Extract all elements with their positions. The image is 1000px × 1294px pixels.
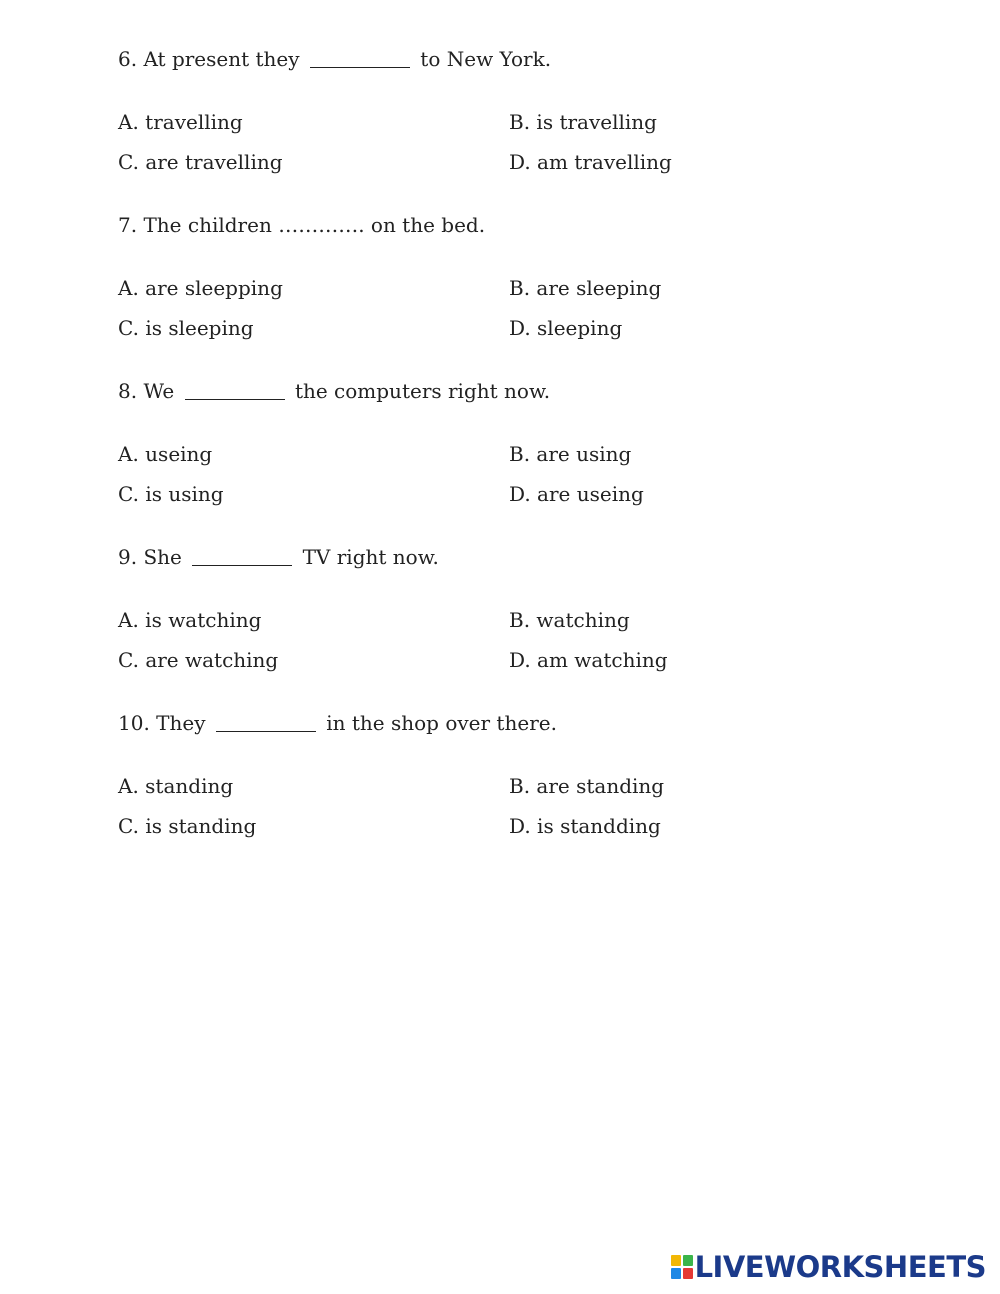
option-letter: B.: [509, 774, 531, 798]
option-text: are sleeping: [536, 276, 662, 300]
option-letter: C.: [118, 814, 139, 838]
option-text: is sleeping: [145, 316, 254, 340]
option-letter: B.: [509, 608, 531, 632]
option-letter: B.: [509, 110, 531, 134]
option-text: are useing: [537, 482, 644, 506]
question-7: [118, 208, 878, 351]
option-letter: C.: [118, 150, 139, 174]
question-8: [118, 374, 878, 517]
question-10: [118, 706, 878, 849]
option-text: is watching: [145, 608, 262, 632]
option-a[interactable]: [118, 271, 509, 311]
question-text-after: on the bed.: [370, 213, 486, 237]
question-text-before: The children: [143, 213, 272, 237]
liveworksheets-logo: [671, 1252, 986, 1282]
option-text: standing: [145, 774, 234, 798]
option-c[interactable]: [118, 145, 509, 185]
question-text-after: to New York.: [420, 47, 552, 71]
option-d[interactable]: [509, 643, 878, 683]
option-c[interactable]: [118, 311, 509, 351]
question-text-after: the computers right now.: [294, 379, 551, 403]
option-text: is standing: [145, 814, 257, 838]
question-number: 6.: [118, 47, 138, 71]
option-letter: A.: [118, 110, 139, 134]
option-letter: A.: [118, 608, 139, 632]
option-a[interactable]: [118, 437, 509, 477]
option-text: travelling: [145, 110, 243, 134]
option-letter: D.: [509, 316, 531, 340]
question-text-before: We: [143, 379, 175, 403]
option-letter: A.: [118, 276, 139, 300]
logo-square: [671, 1268, 681, 1279]
option-letter: B.: [509, 442, 531, 466]
option-letter: D.: [509, 150, 531, 174]
option-b[interactable]: [509, 271, 878, 311]
option-d[interactable]: [509, 145, 878, 185]
option-a[interactable]: [118, 105, 509, 145]
option-b[interactable]: [509, 769, 878, 809]
option-a[interactable]: [118, 769, 509, 809]
answer-blank[interactable]: [185, 379, 285, 400]
option-text: is standding: [537, 814, 661, 838]
answer-options: [118, 769, 878, 849]
option-c[interactable]: [118, 643, 509, 683]
question-number: 8.: [118, 379, 138, 403]
question-prompt: [118, 208, 878, 242]
answer-options: [118, 105, 878, 185]
answer-blank[interactable]: [216, 711, 316, 732]
option-text: watching: [536, 608, 630, 632]
question-6: [118, 42, 878, 185]
question-text-before: She: [143, 545, 182, 569]
option-letter: C.: [118, 316, 139, 340]
option-text: are sleepping: [145, 276, 283, 300]
option-text: are using: [536, 442, 632, 466]
option-letter: C.: [118, 648, 139, 672]
option-text: sleeping: [537, 316, 623, 340]
question-text-after: TV right now.: [302, 545, 439, 569]
question-prompt: [118, 42, 878, 76]
option-d[interactable]: [509, 477, 878, 517]
option-text: are travelling: [145, 150, 283, 174]
answer-options: [118, 437, 878, 517]
option-c[interactable]: [118, 809, 509, 849]
question-number: 9.: [118, 545, 138, 569]
option-d[interactable]: [509, 311, 878, 351]
question-text-before: At present they: [143, 47, 300, 71]
option-d[interactable]: [509, 809, 878, 849]
question-text-before: They: [156, 711, 206, 735]
option-text: are standing: [536, 774, 665, 798]
option-letter: C.: [118, 482, 139, 506]
option-a[interactable]: [118, 603, 509, 643]
logo-square: [683, 1255, 693, 1266]
option-text: is travelling: [536, 110, 657, 134]
answer-options: [118, 271, 878, 351]
option-letter: B.: [509, 276, 531, 300]
option-text: useing: [145, 442, 213, 466]
option-text: am watching: [537, 648, 668, 672]
question-prompt: [118, 706, 878, 740]
option-b[interactable]: [509, 437, 878, 477]
option-letter: D.: [509, 482, 531, 506]
logo-text: LIVEWORKSHEETS: [694, 1250, 986, 1284]
worksheet: [118, 42, 878, 872]
option-letter: D.: [509, 814, 531, 838]
option-c[interactable]: [118, 477, 509, 517]
option-text: am travelling: [537, 150, 672, 174]
option-b[interactable]: [509, 105, 878, 145]
option-text: is using: [145, 482, 224, 506]
logo-square: [683, 1268, 693, 1279]
option-letter: A.: [118, 774, 139, 798]
option-b[interactable]: [509, 603, 878, 643]
answer-dots-blank[interactable]: ………….: [278, 213, 365, 237]
question-text-after: in the shop over there.: [326, 711, 557, 735]
liveworksheets-logo-icon: [671, 1255, 693, 1279]
question-number: 10.: [118, 711, 150, 735]
option-text: are watching: [145, 648, 279, 672]
logo-square: [671, 1255, 681, 1266]
option-letter: A.: [118, 442, 139, 466]
option-letter: D.: [509, 648, 531, 672]
question-prompt: [118, 540, 878, 574]
answer-blank[interactable]: [310, 47, 410, 68]
answer-options: [118, 603, 878, 683]
question-number: 7.: [118, 213, 138, 237]
question-prompt: [118, 374, 878, 408]
answer-blank[interactable]: [192, 545, 292, 566]
question-9: [118, 540, 878, 683]
